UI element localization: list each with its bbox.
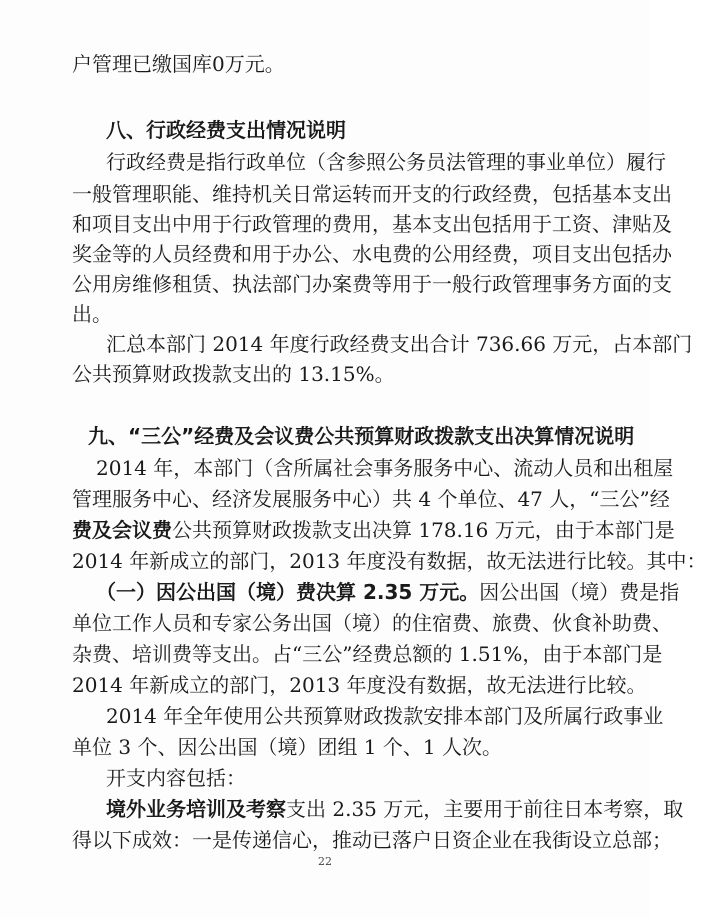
text-line: 公共预算财政拨款支出的 13.15%。 bbox=[72, 362, 395, 386]
text-line bbox=[72, 516, 675, 544]
text-fragment: 支出 2.35 万元，主要用于前往日本考察，取 bbox=[286, 797, 684, 821]
text-line: 杂费、培训费等支出。占“三公”经费总额的 1.51%，由于本部门是 bbox=[72, 642, 663, 666]
text-line: 奖金等的人员经费和用于办公、水电费的公用经费，项目支出包括办 bbox=[72, 242, 672, 266]
text-line: 2014 年全年使用公共预算财政拨款安排本部门及所属行政事业 bbox=[106, 704, 664, 728]
text-line: 出。 bbox=[72, 302, 112, 326]
text-line: 单位工作人员和专家公务出国（境）的住宿费、旅费、伙食补助费、 bbox=[72, 611, 672, 635]
text-line: 一般管理职能、维持机关日常运转而开支的行政经费，包括基本支出 bbox=[72, 182, 672, 206]
text-line bbox=[96, 578, 680, 606]
text-line: 2014 年新成立的部门，2013 年度没有数据，故无法进行比较。 bbox=[72, 673, 647, 697]
text-fragment: 因公出国（境）费是指 bbox=[479, 580, 680, 604]
text-line: 公用房维修租赁、执法部门办案费等用于一般行政管理事务方面的支 bbox=[72, 272, 672, 296]
text-line: 汇总本部门 2014 年度行政经费支出合计 736.66 万元，占本部门 bbox=[106, 332, 693, 356]
text-line: 得以下成效：一是传递信心，推动已落户日资企业在我街设立总部； bbox=[72, 828, 672, 852]
section-heading-8: 八、行政经费支出情况说明 bbox=[106, 118, 346, 142]
text-line: 2014 年，本部门（含所属社会事务服务中心、流动人员和出租屋 bbox=[96, 456, 674, 480]
text-line: 2014 年新成立的部门，2013 年度没有数据，故无法进行比较。其中： bbox=[72, 549, 707, 573]
bold-phrase: 境外业务培训及考察 bbox=[106, 797, 286, 821]
subsection-heading-1: （一）因公出国（境）费决算 2.35 万元。 bbox=[96, 580, 480, 604]
text-line: 管理服务中心、经济发展服务中心）共 4 个单位、47 人，“三公”经 bbox=[72, 487, 670, 511]
section-heading-9: 九、“三公”经费及会议费公共预算财政拨款支出决算情况说明 bbox=[88, 424, 635, 448]
text-line: 行政经费是指行政单位（含参照公务员法管理的事业单位）履行 bbox=[106, 150, 666, 174]
text-line bbox=[106, 795, 684, 823]
page-number: 22 bbox=[318, 855, 332, 868]
bold-phrase: 费及会议费 bbox=[72, 518, 172, 542]
text-line: 户管理已缴国库0万元。 bbox=[72, 52, 285, 76]
text-fragment: 公共预算财政拨款支出决算 178.16 万元，由于本部门是 bbox=[172, 518, 675, 542]
text-line: 开支内容包括： bbox=[106, 766, 246, 790]
text-line: 单位 3 个、因公出国（境）团组 1 个、1 人次。 bbox=[72, 735, 502, 759]
text-line: 和项目支出中用于行政管理的费用，基本支出包括用于工资、津贴及 bbox=[72, 212, 672, 236]
